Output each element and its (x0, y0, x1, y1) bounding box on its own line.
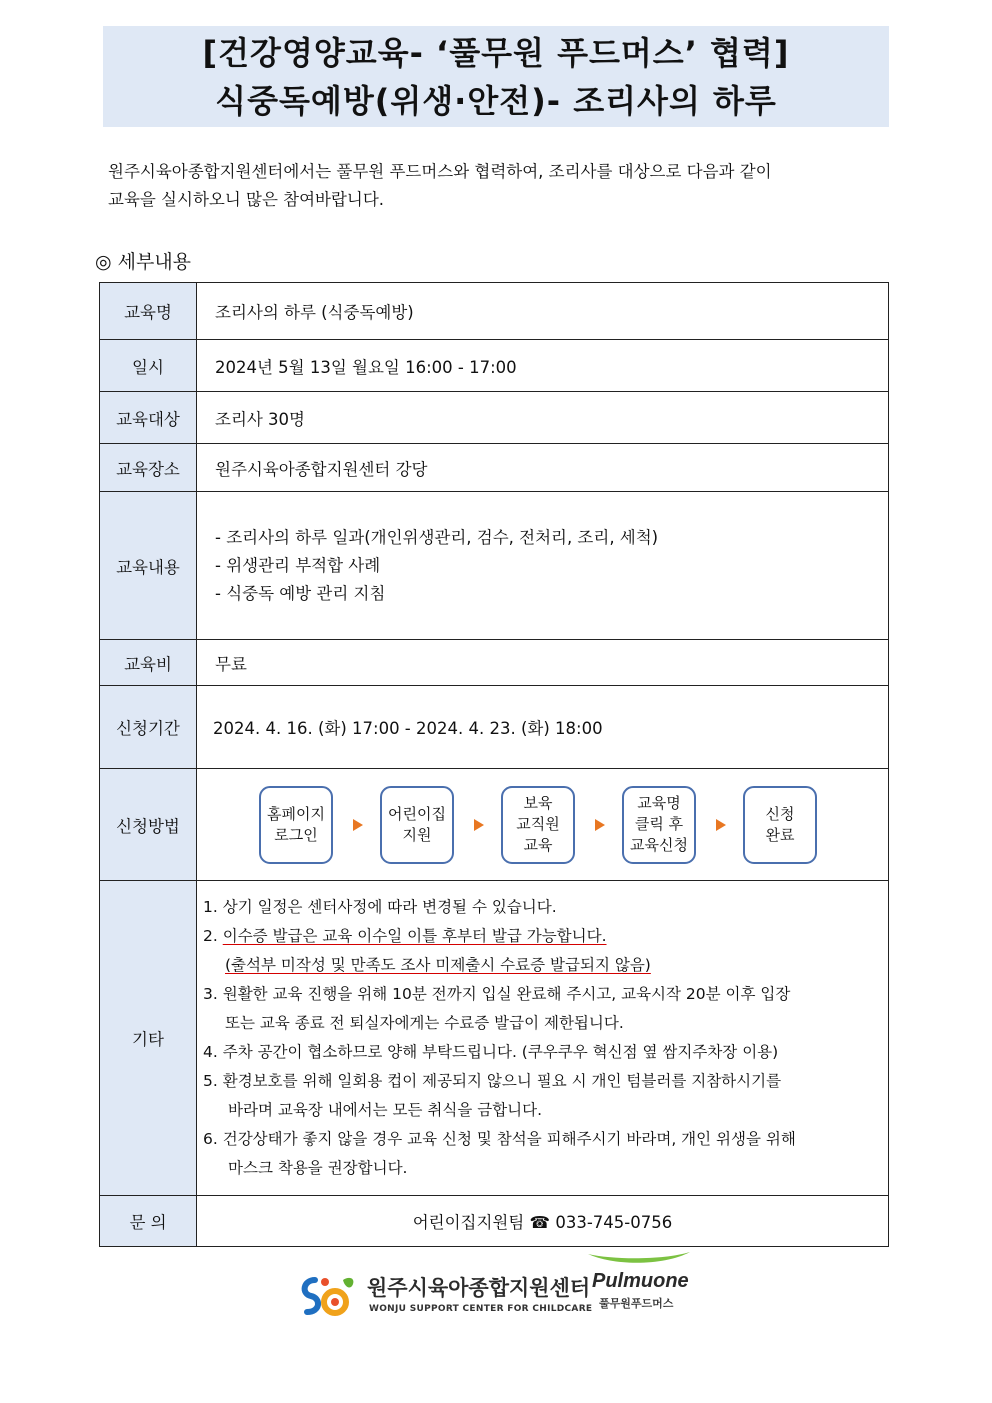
name-value: 조리사의 하루 (식중독예방) (197, 283, 889, 340)
row-etc (100, 881, 889, 1196)
section-heading: ◎ 세부내용 (95, 251, 192, 273)
title-line-1: [건강영양교육- ‘풀무원 푸드머스’ 협력] (202, 34, 790, 72)
content-item: - 조리사의 하루 일과(개인위생관리, 검수, 전처리, 조리, 세척) (215, 527, 659, 547)
fee-label: 교육비 (100, 640, 197, 686)
pulmuone-subtitle: 풀무원푸드머스 (599, 1297, 674, 1310)
step-login: 홈페이지 로그인 (259, 786, 333, 864)
etc-label: 기타 (100, 881, 197, 1196)
arrow-right-icon (474, 819, 484, 831)
arrow-right-icon (353, 819, 363, 831)
row-date (100, 340, 889, 392)
note-line: 4. 주차 공간이 협소하므로 양해 부탁드립니다. (쿠우쿠우 혁신점 옆 쌈지주차장 이용) (203, 1043, 779, 1061)
step-staff-education: 보육 교직원 교육 (501, 786, 575, 864)
step-apply: 교육명 클릭 후 교육신청 (622, 786, 696, 864)
note-line: (출석부 미작성 및 만족도 조사 미제출시 수료증 발급되지 않음) (225, 956, 651, 974)
row-place (100, 444, 889, 492)
center-name: 원주시육아종합지원센터 (367, 1276, 591, 1300)
pulmuone-name: Pulmuone (592, 1270, 689, 1292)
center-logo (297, 1272, 593, 1320)
row-target (100, 392, 889, 444)
note-line: 6. 건강상태가 좋지 않을 경우 교육 신청 및 참석을 피해주시기 바라며, 개인 위생을 위해 (203, 1130, 796, 1148)
row-contact (100, 1196, 889, 1247)
target-label: 교육대상 (100, 392, 197, 444)
period-value: 2024. 4. 16. (화) 17:00 - 2024. 4. 23. (화) 18:00 (197, 686, 889, 769)
center-subtitle: WONJU SUPPORT CENTER FOR CHILDCARE (369, 1304, 593, 1314)
row-content (100, 492, 889, 640)
detail-table (99, 282, 889, 1247)
place-label: 교육장소 (100, 444, 197, 492)
arrow-right-icon (716, 819, 726, 831)
step-complete: 신청 완료 (743, 786, 817, 864)
date-label: 일시 (100, 340, 197, 392)
content-value (197, 492, 889, 640)
name-label: 교육명 (100, 283, 197, 340)
note-line: 2. 이수증 발급은 교육 이수일 이틀 후부터 발급 가능합니다. (203, 927, 607, 945)
target-value: 조리사 30명 (197, 392, 889, 444)
intro-line-2: 교육을 실시하오니 많은 참여바랍니다. (108, 190, 385, 209)
row-method (100, 769, 889, 881)
content-label: 교육내용 (100, 492, 197, 640)
center-logo-icon (297, 1272, 359, 1320)
fee-value: 무료 (197, 640, 889, 686)
note-line: 바라며 교육장 내에서는 모든 취식을 금합니다. (228, 1101, 543, 1119)
content-item: - 식중독 예방 관리 지침 (215, 583, 386, 603)
title-banner (103, 26, 889, 127)
note-line: 3. 원활한 교육 진행을 위해 10분 전까지 입실 완료해 주시고, 교육시작 20분 이후 입장 (203, 985, 791, 1003)
pulmuone-logo (584, 1248, 694, 1318)
row-name (100, 283, 889, 340)
title-line-2: 식중독예방(위생·안전)- 조리사의 하루 (215, 82, 777, 120)
note-line: 5. 환경보호를 위해 일회용 컵이 제공되지 않으니 필요 시 개인 텀블러를 지참하시기를 (203, 1072, 782, 1090)
contact-value: 어린이집지원팀 ☎ 033-745-0756 (197, 1196, 889, 1247)
row-fee (100, 640, 889, 686)
note-line: 또는 교육 종료 전 퇴실자에게는 수료증 발급이 제한됩니다. (225, 1014, 624, 1032)
contact-label: 문 의 (100, 1196, 197, 1247)
step-daycare-support: 어린이집 지원 (380, 786, 454, 864)
arrow-right-icon (595, 819, 605, 831)
content-item: - 위생관리 부적합 사례 (215, 555, 381, 575)
period-label: 신청기간 (100, 686, 197, 769)
note-line: 마스크 착용을 권장합니다. (228, 1159, 408, 1177)
intro-line-1: 원주시육아종합지원센터에서는 풀무원 푸드머스와 협력하여, 조리사를 대상으로 다음과 같이 (108, 162, 772, 181)
row-period (100, 686, 889, 769)
intro-paragraph (108, 158, 895, 214)
date-value: 2024년 5월 13일 월요일 16:00 - 17:00 (197, 340, 889, 392)
method-label: 신청방법 (100, 769, 197, 881)
method-value (197, 769, 889, 881)
place-value: 원주시육아종합지원센터 강당 (197, 444, 889, 492)
note-underlined: 이수증 발급은 교육 이수일 이틀 후부터 발급 가능합니다. (222, 927, 607, 945)
note-line: 1. 상기 일정은 센터사정에 따라 변경될 수 있습니다. (203, 898, 557, 916)
leaf-arc-icon (584, 1248, 694, 1270)
method-steps (197, 786, 888, 864)
etc-value (197, 881, 889, 1196)
